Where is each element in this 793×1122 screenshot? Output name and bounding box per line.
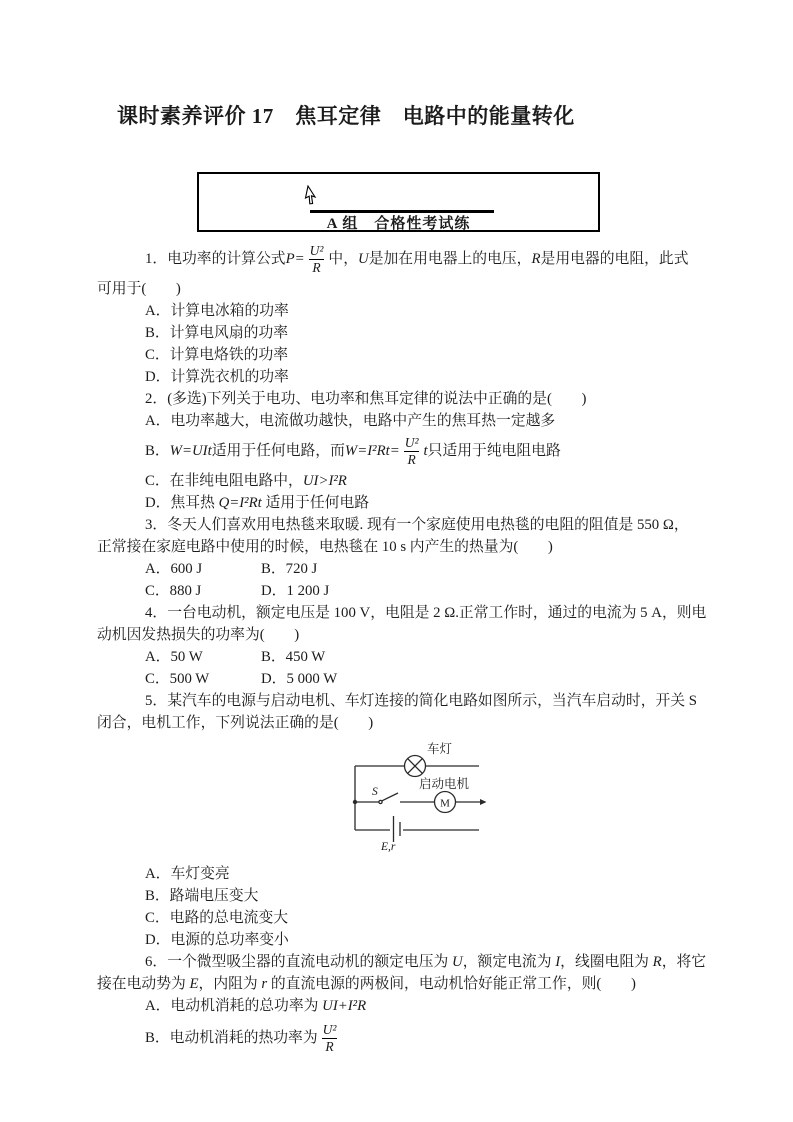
question-5-stem-line-1: 5．某汽车的电源与启动电机、车灯连接的简化电路如图所示，当汽车启动时，开关 S (145, 693, 698, 709)
question-3 (97, 514, 698, 602)
question-4-option-c: C．500 W (145, 671, 210, 687)
formula-q-i2rt: Q=I²Rt (218, 495, 262, 511)
page-title: 课时素养评价 17 焦耳定律 电路中的能量转化 (117, 104, 575, 128)
question-6-stem-line-2 (97, 973, 698, 995)
fraction (321, 1022, 339, 1054)
formula-w-uit: W=UIt (169, 443, 212, 459)
question-3-stem-line-1: 3．冬天人们喜欢用电热毯来取暖. 现有一个家庭使用电热毯的电阻的阻值是 550 Ω， (145, 517, 689, 533)
question-5-option-b: B．路端电压变大 (145, 888, 259, 904)
question-3-options-row-2 (97, 580, 698, 602)
fraction-denominator: R (309, 259, 323, 275)
question-1-option-c: C．计算电烙铁的功率 (145, 347, 289, 363)
question-6 (97, 951, 707, 1059)
formula-lhs: P= (285, 251, 305, 267)
stem-text: ，将它 (661, 954, 707, 970)
stem-text: 是用电器的电阻，此式 (540, 251, 689, 267)
stem-text: 中， (328, 251, 359, 267)
question-1-stem-line-1 (97, 240, 698, 278)
stem-text: ，线圈电阻为 (560, 954, 653, 970)
battery-label: E,r (381, 841, 396, 853)
formula-ui-i2r: UI>I²R (302, 473, 347, 489)
question-1-option-a: A．计算电冰箱的功率 (145, 303, 289, 319)
question-3-option-c: C．880 J (145, 583, 202, 599)
variable-r-internal: r (261, 976, 268, 992)
variable-e: E (189, 976, 199, 992)
question-6-option-b (97, 1017, 698, 1059)
question-2-option-b (97, 432, 698, 470)
switch-label: S (372, 786, 378, 798)
option-text: 适用于任何电路，而 (211, 443, 345, 459)
question-5-option-a: A．车灯变亮 (145, 866, 230, 882)
question-4-options-row-1 (97, 646, 698, 668)
question-6-option-a (97, 995, 698, 1017)
question-4-stem-line-1: 4．一台电动机，额定电压是 100 V，电阻是 2 Ω.正常工作时，通过的电流为 5 A，则电 (145, 605, 707, 621)
variable-u: U (358, 251, 369, 267)
fraction-denominator: R (404, 451, 418, 467)
question-5-option-d: D．电源的总功率变小 (145, 932, 289, 948)
question-1 (97, 240, 698, 388)
question-4-option-b: B．450 W (261, 649, 326, 665)
question-4-options-row-2 (97, 668, 698, 690)
question-1-stem-line-2: 可用于( ) (97, 281, 181, 297)
question-1-option-d: D．计算洗衣机的功率 (145, 369, 289, 385)
question-2-option-c (97, 470, 698, 492)
question-2-stem: 2．(多选)下列关于电功、电功率和焦耳定律的说法中正确的是( ) (145, 391, 587, 407)
question-5-stem-line-2: 闭合，电机工作，下列说法正确的是( ) (97, 715, 374, 731)
variable-r: R (652, 954, 662, 970)
question-3-option-b: B．720 J (261, 561, 318, 577)
stem-text: ，内阻为 (198, 976, 262, 992)
question-2-option-a: A．电功率越大，电流做功越快，电路中产生的焦耳热一定越多 (145, 413, 556, 429)
option-text: 只适用于纯电阻电路 (427, 443, 561, 459)
question-6-stem-line-1 (97, 951, 707, 973)
variable-r: R (531, 251, 541, 267)
stem-text: 接在电动势为 (97, 976, 190, 992)
question-5-option-c: C．电路的总电流变大 (145, 910, 289, 926)
motor-label: 启动电机 (419, 777, 470, 791)
variable-u: U (452, 954, 463, 970)
stem-text: 的直流电源的两极间，电动机恰好能正常工作，则( ) (267, 976, 636, 992)
formula-ui-plus-i2r: UI+I²R (322, 998, 367, 1014)
option-text: B．电动机消耗的热功率为 (145, 1030, 318, 1046)
question-5 (97, 690, 698, 951)
section-title: A 组 合格性考试练 (326, 216, 471, 232)
question-3-options-row-1 (97, 558, 698, 580)
option-text: B． (145, 443, 170, 459)
option-text: D．焦耳热 (145, 495, 219, 511)
arrow-head (480, 799, 487, 805)
question-1-option-b: B．计算电风扇的功率 (145, 325, 289, 341)
stem-text: ，额定电流为 (462, 954, 556, 970)
motor-letter: M (440, 797, 450, 810)
question-4 (97, 602, 707, 690)
option-text: 适用于任何电路 (261, 495, 370, 511)
fraction (403, 435, 421, 467)
question-3-stem-line-2: 正常接在家庭电路中使用的时候，电热毯在 10 s 内产生的热量为( ) (97, 539, 553, 555)
option-text: A．电动机消耗的总功率为 (145, 998, 323, 1014)
stem-text: 1．电功率的计算公式 (145, 251, 286, 267)
question-3-option-a: A．600 J (145, 561, 203, 577)
question-4-option-d: D．5 000 W (261, 671, 338, 687)
question-4-option-a: A．50 W (145, 649, 203, 665)
switch-icon (382, 793, 398, 801)
switch-icon (379, 800, 382, 803)
fraction-numerator: U² (309, 242, 324, 258)
fraction-numerator: U² (322, 1021, 337, 1037)
fraction-numerator: U² (404, 434, 419, 450)
variable-i: I (555, 954, 561, 970)
stem-text: 是加在用电器上的电压， (368, 251, 532, 267)
question-4-stem-line-2: 动机因发热损失的功率为( ) (97, 627, 300, 643)
section-banner (197, 172, 600, 232)
question-2-option-d (97, 492, 698, 514)
pen-cursor-icon (304, 185, 319, 206)
variable-t: t (423, 443, 428, 459)
question-2 (97, 388, 698, 514)
fraction-denominator: R (322, 1038, 336, 1054)
circuit-figure (345, 740, 698, 859)
option-text: C．在非纯电阻电路中， (145, 473, 303, 489)
fraction (308, 243, 326, 275)
formula-w-i2rt: W=I²Rt= (344, 443, 400, 459)
question-3-option-d: D．1 200 J (261, 583, 330, 599)
stem-text: 6．一个微型吸尘器的直流电动机的额定电压为 (145, 954, 453, 970)
lamp-label: 车灯 (427, 742, 453, 756)
